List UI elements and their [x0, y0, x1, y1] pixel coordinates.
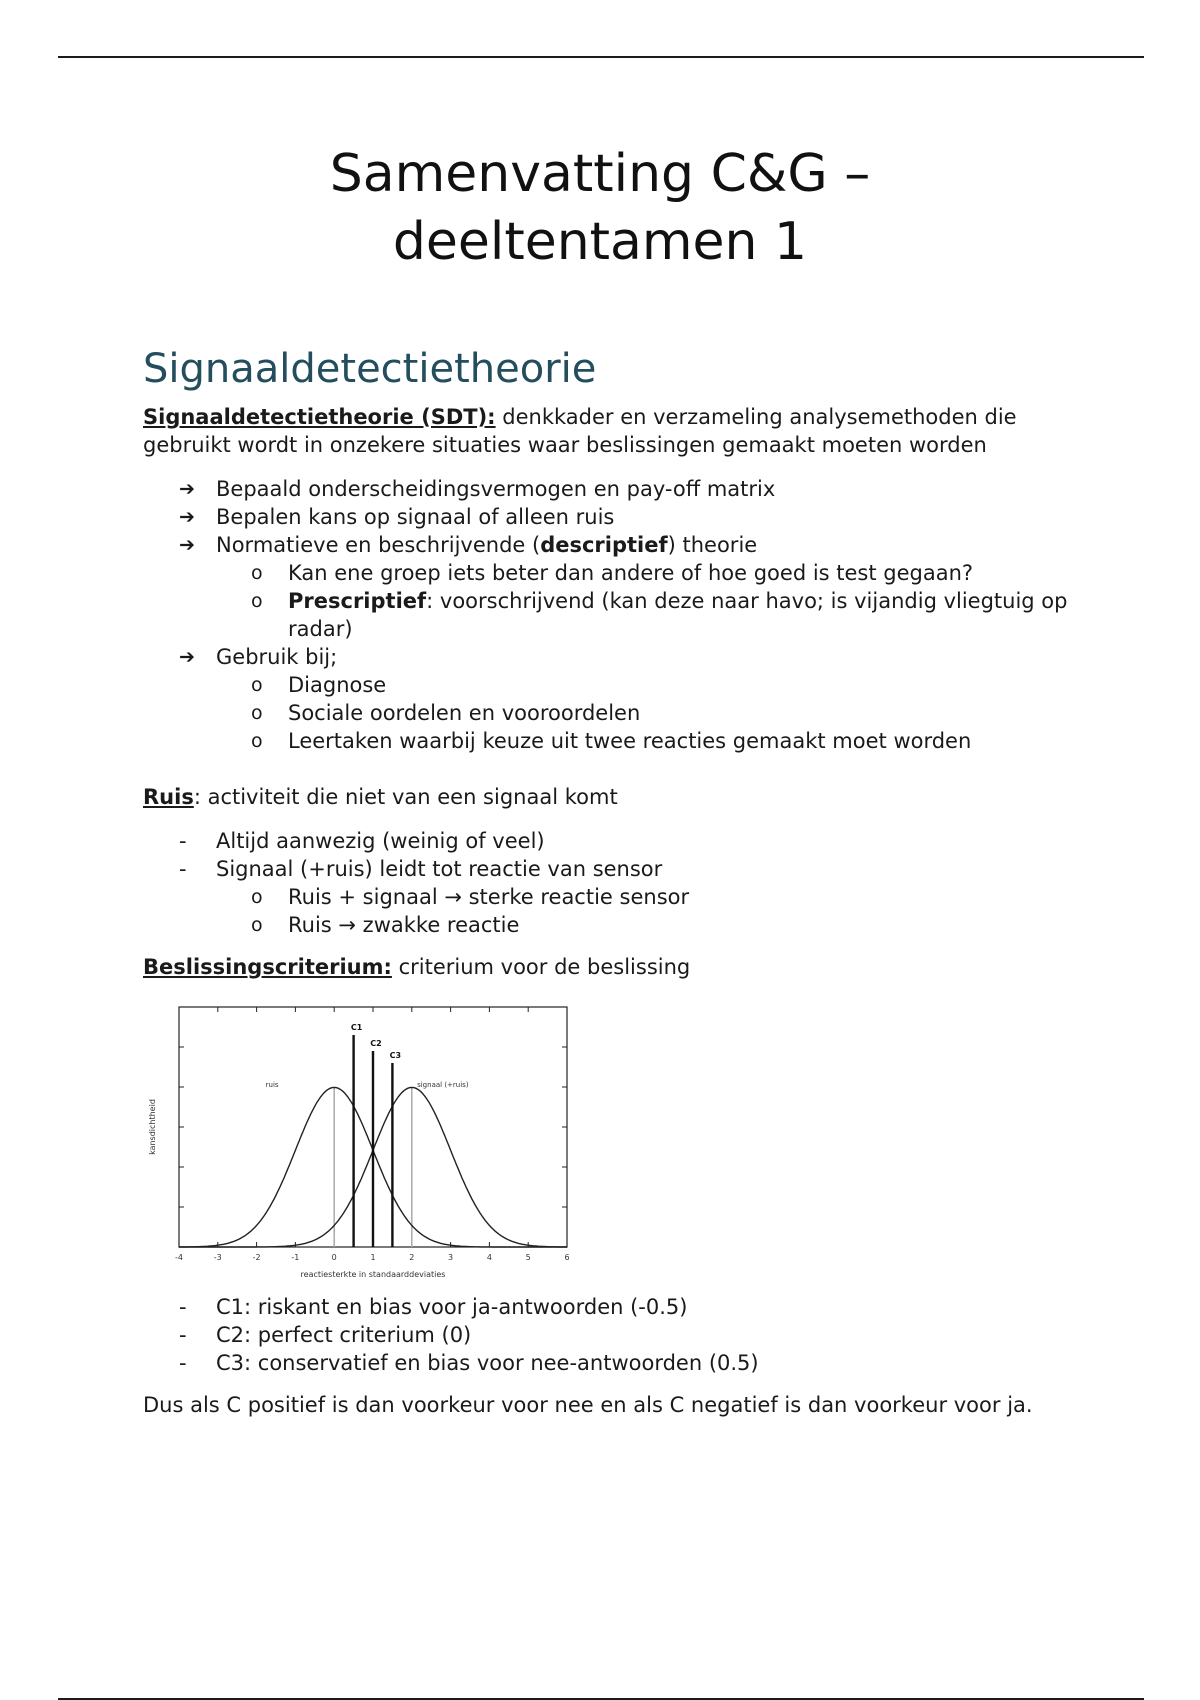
list-item — [143, 827, 1073, 855]
sub-list-item-text: Ruis + signaal → sterke reactie sensor — [288, 885, 690, 909]
arrow-icon: ➔ — [179, 646, 195, 668]
x-tick-label: 6 — [564, 1253, 570, 1262]
x-tick-label: 4 — [486, 1253, 492, 1262]
conclusion: Dus als C positief is dan voorkeur voor nee en als C negatief is dan voorkeur voor ja. — [143, 1393, 1033, 1417]
list-item — [143, 503, 1073, 531]
dash-bullet-icon: - — [179, 829, 187, 853]
criterium-definition-text: criterium voor de beslissing — [391, 955, 691, 979]
x-tick-label: -2 — [252, 1253, 261, 1262]
sdt-definition — [143, 403, 1073, 459]
sub-list-item-text: Kan ene groep iets beter dan andere of hoe goed is test gegaan? — [288, 561, 974, 585]
list-item-text: Altijd aanwezig (weinig of veel) — [216, 829, 545, 853]
criterion-label: C2 — [370, 1039, 382, 1048]
dash-bullet-icon: - — [179, 857, 187, 881]
list-item-text: Bepaald onderscheidingsvermogen en pay-off matrix — [216, 477, 776, 501]
sub-list — [216, 671, 1073, 755]
sub-list-item — [143, 727, 1073, 755]
list-item-text: Signaal (+ruis) leidt tot reactie van sensor — [216, 857, 663, 881]
sub-list-item-text: Diagnose — [288, 673, 387, 697]
title-line-2: deeltentamen 1 — [392, 212, 808, 272]
sdt-bullet-list — [143, 475, 1073, 755]
circle-bullet-icon: o — [251, 590, 263, 612]
section-heading: Signaaldetectietheorie — [143, 346, 597, 392]
criteria-list — [143, 1293, 1073, 1377]
list-item-text: Bepalen kans op signaal of alleen ruis — [216, 505, 615, 529]
criterium-term: Beslissingscriterium: — [143, 955, 392, 979]
sub-list-item — [143, 671, 1073, 699]
sub-list-item — [143, 559, 1073, 587]
x-tick-label: 0 — [331, 1253, 337, 1262]
list-item-text: C3: conservatief en bias voor nee-antwoorden (0.5) — [216, 1351, 759, 1375]
x-tick-label: -1 — [291, 1253, 300, 1262]
list-item — [143, 531, 1073, 643]
sdt-definition-text: denkkader en verzameling analysemethoden die gebruikt wordt in onzekere situaties waar beslissingen gemaakt moeten worden — [143, 405, 1017, 457]
sub-list-item — [143, 699, 1073, 727]
circle-bullet-icon: o — [251, 702, 263, 724]
list-item — [143, 643, 1073, 755]
ruis-list — [143, 827, 1073, 939]
x-tick-label: 1 — [370, 1253, 376, 1262]
sub-list-item — [143, 587, 1073, 643]
list-item — [143, 855, 1073, 939]
list-item — [143, 1321, 1073, 1349]
ruis-definition — [143, 783, 1073, 811]
sdt-chart — [143, 1001, 583, 1283]
dash-bullet-icon: - — [179, 1351, 187, 1375]
arrow-icon: ➔ — [179, 478, 195, 500]
bold-term: descriptief — [540, 533, 668, 557]
circle-bullet-icon: o — [251, 562, 263, 584]
document-title — [0, 140, 1200, 276]
sdt-chart-svg — [143, 1001, 583, 1283]
list-item-text: Normatieve en beschrijvende ( — [216, 533, 541, 557]
criterium-definition — [143, 953, 1073, 981]
x-tick-label: 2 — [409, 1253, 415, 1262]
circle-bullet-icon: o — [251, 730, 263, 752]
title-line-1: Samenvatting C&G – — [329, 144, 871, 204]
series-label: signaal (+ruis) — [417, 1081, 469, 1089]
dash-bullet-icon: - — [179, 1323, 187, 1347]
sdt-term: Signaaldetectietheorie (SDT): — [143, 405, 496, 429]
list-item-text: ) theorie — [667, 533, 758, 557]
criterion-label: C1 — [350, 1023, 363, 1032]
arrow-icon: ➔ — [179, 506, 195, 528]
x-tick-label: 3 — [448, 1253, 454, 1262]
circle-bullet-icon: o — [251, 674, 263, 696]
criterion-label: C3 — [389, 1051, 402, 1060]
dash-bullet-icon: - — [179, 1295, 187, 1319]
bold-term: Prescriptief — [288, 589, 427, 613]
sub-list — [216, 883, 1073, 939]
sub-list — [216, 559, 1073, 643]
document-body — [143, 345, 1073, 1419]
x-tick-label: -3 — [213, 1253, 222, 1262]
x-tick-label: -4 — [175, 1253, 183, 1262]
ruis-definition-text: : activiteit die niet van een signaal komt — [193, 785, 618, 809]
list-item-text: C1: riskant en bias voor ja-antwoorden (-0.5) — [216, 1295, 688, 1319]
y-axis-label: kansdichtheid — [148, 1099, 157, 1155]
sub-list-item-text: : voorschrijvend (kan deze naar havo; is vijandig vliegtuig op radar) — [288, 589, 1068, 641]
list-item-text: Gebruik bij; — [216, 645, 338, 669]
sub-list-item-text: Ruis → zwakke reactie — [288, 913, 520, 937]
list-item — [143, 1293, 1073, 1321]
arrow-icon: ➔ — [179, 534, 195, 556]
list-item — [143, 475, 1073, 503]
circle-bullet-icon: o — [251, 914, 263, 936]
series-label: ruis — [265, 1081, 279, 1089]
ruis-term: Ruis — [143, 785, 194, 809]
sub-list-item — [143, 911, 1073, 939]
header-rule — [58, 56, 1144, 58]
sub-list-item — [143, 883, 1073, 911]
sub-list-item-text: Sociale oordelen en vooroordelen — [288, 701, 641, 725]
sub-list-item-text: Leertaken waarbij keuze uit twee reacties gemaakt moet worden — [288, 729, 972, 753]
list-item — [143, 1349, 1073, 1377]
circle-bullet-icon: o — [251, 886, 263, 908]
x-axis-label: reactiesterkte in standaarddeviaties — [300, 1270, 446, 1279]
x-tick-label: 5 — [525, 1253, 531, 1262]
list-item-text: C2: perfect criterium (0) — [216, 1323, 472, 1347]
